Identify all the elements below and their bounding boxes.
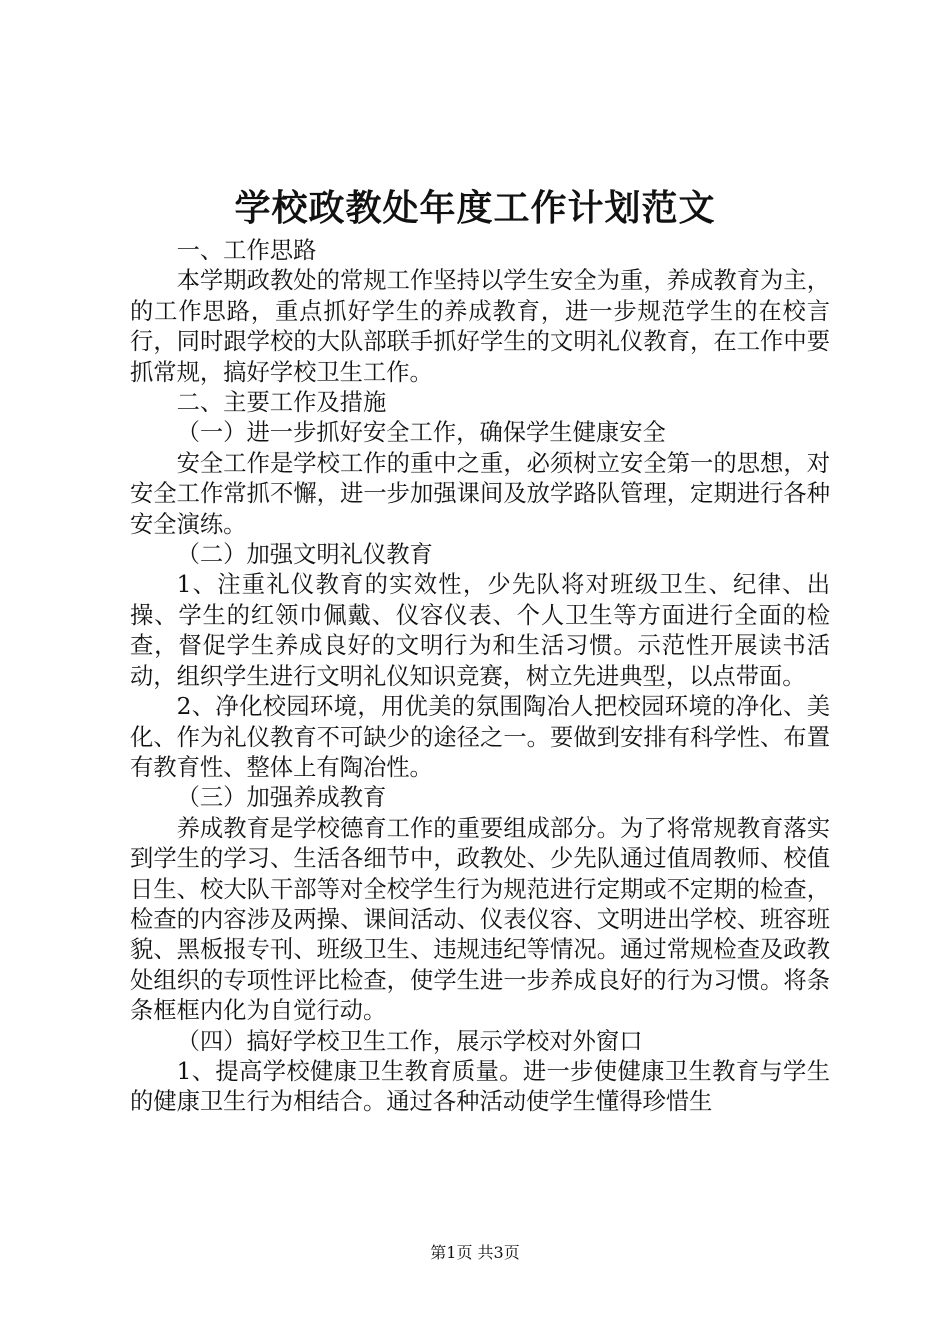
- document-body: [130, 236, 830, 1118]
- section-heading-1: 一、工作思路: [176, 237, 317, 264]
- subsection-heading: （四）搞好学校卫生工作，展示学校对外窗口: [176, 1027, 643, 1055]
- paragraph: 安全工作是学校工作的重中之重，必须树立安全第一的思想，对安全工作常抓不懈，进一步加强课间及放学路队管理，定期进行各种安全演练。: [130, 449, 830, 538]
- section-heading-2: 二、主要工作及措施: [176, 389, 387, 417]
- document-title: 学校政教处年度工作计划范文: [234, 187, 716, 229]
- paragraph: 2、净化校园环境，用优美的氛围陶冶人把校园环境的净化、美化、作为礼仪教育不可缺少的途径之一。要做到安排有科学性、布置有教育性、整体上有陶冶性。: [130, 693, 830, 781]
- paragraph: 本学期政教处的常规工作坚持以学生安全为重，养成教育为主，的工作思路，重点抓好学生的养成教育，进一步规范学生的在校言行，同时跟学校的大队部联手抓好学生的文明礼仪教育，在工作中要抓常规，搞好学校卫生工作。: [130, 267, 830, 386]
- paragraph: 1、提高学校健康卫生教育质量。进一步使健康卫生教育与学生的健康卫生行为相结合。通过各种活动使学生懂得珍惜生: [130, 1057, 830, 1116]
- paragraph: 1、注重礼仪教育的实效性，少先队将对班级卫生、纪律、出操、学生的红领巾佩戴、仪容仪表、个人卫生等方面进行全面的检查，督促学生养成良好的文明行为和生活习惯。示范性开展读书活动，组织学生进行文明礼仪知识竞赛，树立先进典型，以点带面。: [130, 571, 830, 690]
- paragraph: 养成教育是学校德育工作的重要组成部分。为了将常规教育落实到学生的学习、生活各细节中，政教处、少先队通过值周教师、校值日生、校大队干部等对全校学生行为规范进行定期或不定期的检查，检查的内容涉及两操、课间活动、仪表仪容、文明进出学校、班容班貌、黑板报专刊、班级卫生、违规违纪等情况。通过常规检查及政教处组织的专项性评比检查，使学生进一步养成良好的行为习惯。将条条框框内化为自觉行动。: [130, 814, 830, 1025]
- subsection-heading: （三）加强养成教育: [176, 784, 387, 812]
- page-footer: 第1页 共3页: [430, 1243, 520, 1262]
- subsection-heading: （二）加强文明礼仪教育: [176, 541, 433, 569]
- subsection-heading: （一）进一步抓好安全工作，确保学生健康安全: [176, 419, 666, 447]
